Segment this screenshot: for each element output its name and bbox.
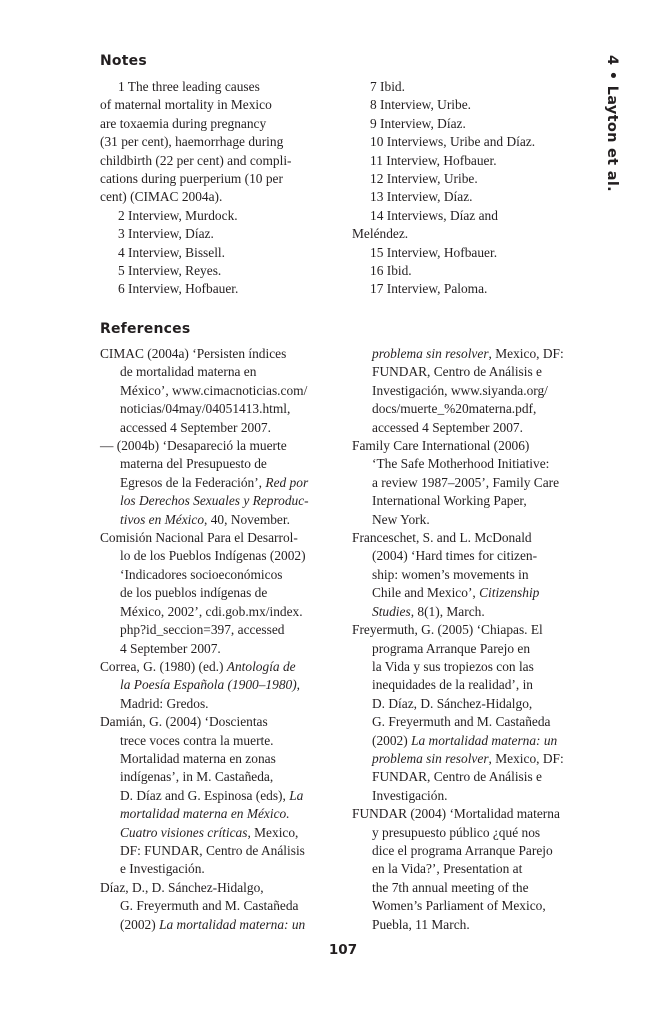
reference-line: Freyermuth, G. (2005) ‘Chiapas. El [352, 622, 543, 638]
page-number: 107 [328, 942, 358, 958]
note-line: 8 Interview, Uribe. [370, 97, 472, 113]
reference-line: CIMAC (2004a) ‘Persisten índices [100, 346, 287, 361]
note-line: childbirth (22 per cent) and compli- [100, 152, 292, 168]
reference-line: dice el programa Arranque Parejo [372, 842, 553, 858]
note-line: 1 The three leading causes [118, 79, 260, 94]
references-heading: References [100, 321, 191, 337]
reference-line: ‘Indicadores socioeconómicos [120, 566, 283, 582]
reference-line: (2004) ‘Hard times for citizen- [372, 548, 538, 564]
reference-line: G. Freyermuth and M. Castañeda [372, 714, 551, 730]
reference-line: ship: women’s movements in [372, 566, 529, 582]
reference-line: tivos en México, 40, November. [120, 511, 290, 527]
note-line: 3 Interview, Díaz. [118, 226, 214, 242]
reference-line: (2002) La mortalidad materna: un [372, 732, 558, 748]
note-line: cations during puerperium (10 per [100, 171, 283, 187]
reference-line: D. Díaz, D. Sánchez-Hidalgo, [372, 695, 533, 711]
reference-line: 4 September 2007. [120, 640, 221, 656]
reference-line: mortalidad materna en México. [120, 806, 290, 822]
note-line: Meléndez. [352, 226, 409, 242]
note-line: 9 Interview, Díaz. [370, 115, 466, 131]
reference-line: International Working Paper, [372, 493, 527, 509]
reference-line: the 7th annual meeting of the [372, 879, 529, 895]
note-line: 13 Interview, Díaz. [370, 189, 473, 205]
note-line: of maternal mortality in Mexico [100, 97, 272, 113]
reference-line: y presupuesto público ¿qué nos [372, 824, 541, 840]
reference-line: Chile and Mexico’, Citizenship [372, 585, 540, 601]
references-right-column [352, 345, 602, 934]
note-line: 17 Interview, Paloma. [370, 281, 488, 297]
reference-line: FUNDAR, Centro de Análisis e [372, 364, 542, 380]
reference-line: indígenas’, in M. Castañeda, [120, 769, 274, 785]
reference-line: php?id_seccion=397, accessed [120, 622, 285, 638]
reference-line: e Investigación. [120, 861, 205, 877]
reference-line: inequidades de la realidad’, in [372, 677, 533, 693]
reference-line: Puebla, 11 March. [372, 916, 470, 932]
reference-line: Investigación, www.siyanda.org/ [372, 382, 548, 398]
reference-line: FUNDAR, Centro de Análisis e [372, 769, 542, 785]
note-line: 14 Interviews, Díaz and [370, 207, 498, 223]
reference-line: Investigación. [372, 787, 448, 803]
note-line: cent) (CIMAC 2004a). [100, 189, 223, 205]
reference-line: — (2004b) ‘Desapareció la muerte [100, 438, 287, 454]
reference-line: accessed 4 September 2007. [372, 419, 523, 435]
reference-line: Egresos de la Federación’, Red por [120, 474, 309, 490]
note-line: 2 Interview, Murdock. [118, 207, 238, 223]
note-line: 11 Interview, Hofbauer. [370, 152, 497, 168]
reference-line: G. Freyermuth and M. Castañeda [120, 898, 299, 914]
note-line: (31 per cent), haemorrhage during [100, 134, 284, 150]
note-line: 7 Ibid. [370, 79, 405, 94]
reference-line: Mortalidad materna en zonas [120, 750, 276, 766]
reference-line: materna del Presupuesto de [120, 456, 267, 472]
reference-line: programa Arranque Parejo en [372, 640, 531, 656]
reference-line: accessed 4 September 2007. [120, 419, 271, 435]
reference-line: los Derechos Sexuales y Reproduc- [120, 493, 309, 509]
reference-line: Cuatro visiones críticas, Mexico, [120, 824, 299, 840]
notes-right-column [352, 78, 592, 299]
references-left-column [100, 345, 340, 934]
reference-line: Family Care International (2006) [352, 438, 530, 454]
reference-line: Studies, 8(1), March. [372, 603, 485, 619]
reference-line: problema sin resolver, Mexico, DF: [372, 750, 564, 766]
reference-line: noticias/04may/04051413.html, [120, 401, 291, 417]
reference-line: New York. [372, 511, 430, 527]
reference-line: ‘The Safe Motherhood Initiative: [372, 456, 550, 472]
reference-line: (2002) La mortalidad materna: un [120, 916, 306, 932]
reference-line: Franceschet, S. and L. McDonald [352, 530, 532, 546]
note-line: 16 Ibid. [370, 263, 412, 279]
reference-line: Damián, G. (2004) ‘Doscientas [100, 714, 268, 730]
running-head: 4 • Layton et al. [604, 55, 620, 192]
reference-line: Madrid: Gredos. [120, 695, 209, 711]
reference-line: docs/muerte_%20materna.pdf, [372, 401, 537, 417]
note-line: 15 Interview, Hofbauer. [370, 244, 498, 260]
reference-line: de los pueblos indígenas de [120, 585, 268, 601]
reference-line: FUNDAR (2004) ‘Mortalidad materna [352, 806, 560, 822]
reference-line: lo de los Pueblos Indígenas (2002) [120, 548, 306, 564]
note-line: 12 Interview, Uribe. [370, 171, 478, 187]
reference-line: a review 1987–2005’, Family Care [372, 474, 560, 490]
reference-line: trece voces contra la muerte. [120, 732, 274, 748]
reference-line: Correa, G. (1980) (ed.) Antología de [100, 658, 296, 674]
reference-line: Women’s Parliament of Mexico, [372, 898, 546, 914]
notes-left-column [100, 78, 340, 299]
reference-line: la Poesía Española (1900–1980), [120, 677, 301, 693]
note-line: 5 Interview, Reyes. [118, 263, 222, 279]
reference-line: DF: FUNDAR, Centro de Análisis [120, 842, 305, 858]
note-line: are toxaemia during pregnancy [100, 115, 267, 131]
reference-line: D. Díaz and G. Espinosa (eds), La [120, 787, 304, 803]
note-line: 4 Interview, Bissell. [118, 244, 225, 260]
reference-line: la Vida y sus tropiezos con las [372, 658, 534, 674]
reference-line: México’, www.cimacnoticias.com/ [120, 382, 308, 398]
reference-line: problema sin resolver, Mexico, DF: [372, 346, 564, 361]
note-line: 10 Interviews, Uribe and Díaz. [370, 134, 536, 150]
reference-line: México, 2002’, cdi.gob.mx/index. [120, 603, 303, 619]
reference-line: Díaz, D., D. Sánchez-Hidalgo, [100, 879, 264, 895]
reference-line: Comisión Nacional Para el Desarrol- [100, 530, 298, 546]
reference-line: de mortalidad materna en [120, 364, 257, 380]
notes-heading: Notes [100, 53, 147, 69]
note-line: 6 Interview, Hofbauer. [118, 281, 239, 297]
reference-line: en la Vida?’, Presentation at [372, 861, 523, 877]
